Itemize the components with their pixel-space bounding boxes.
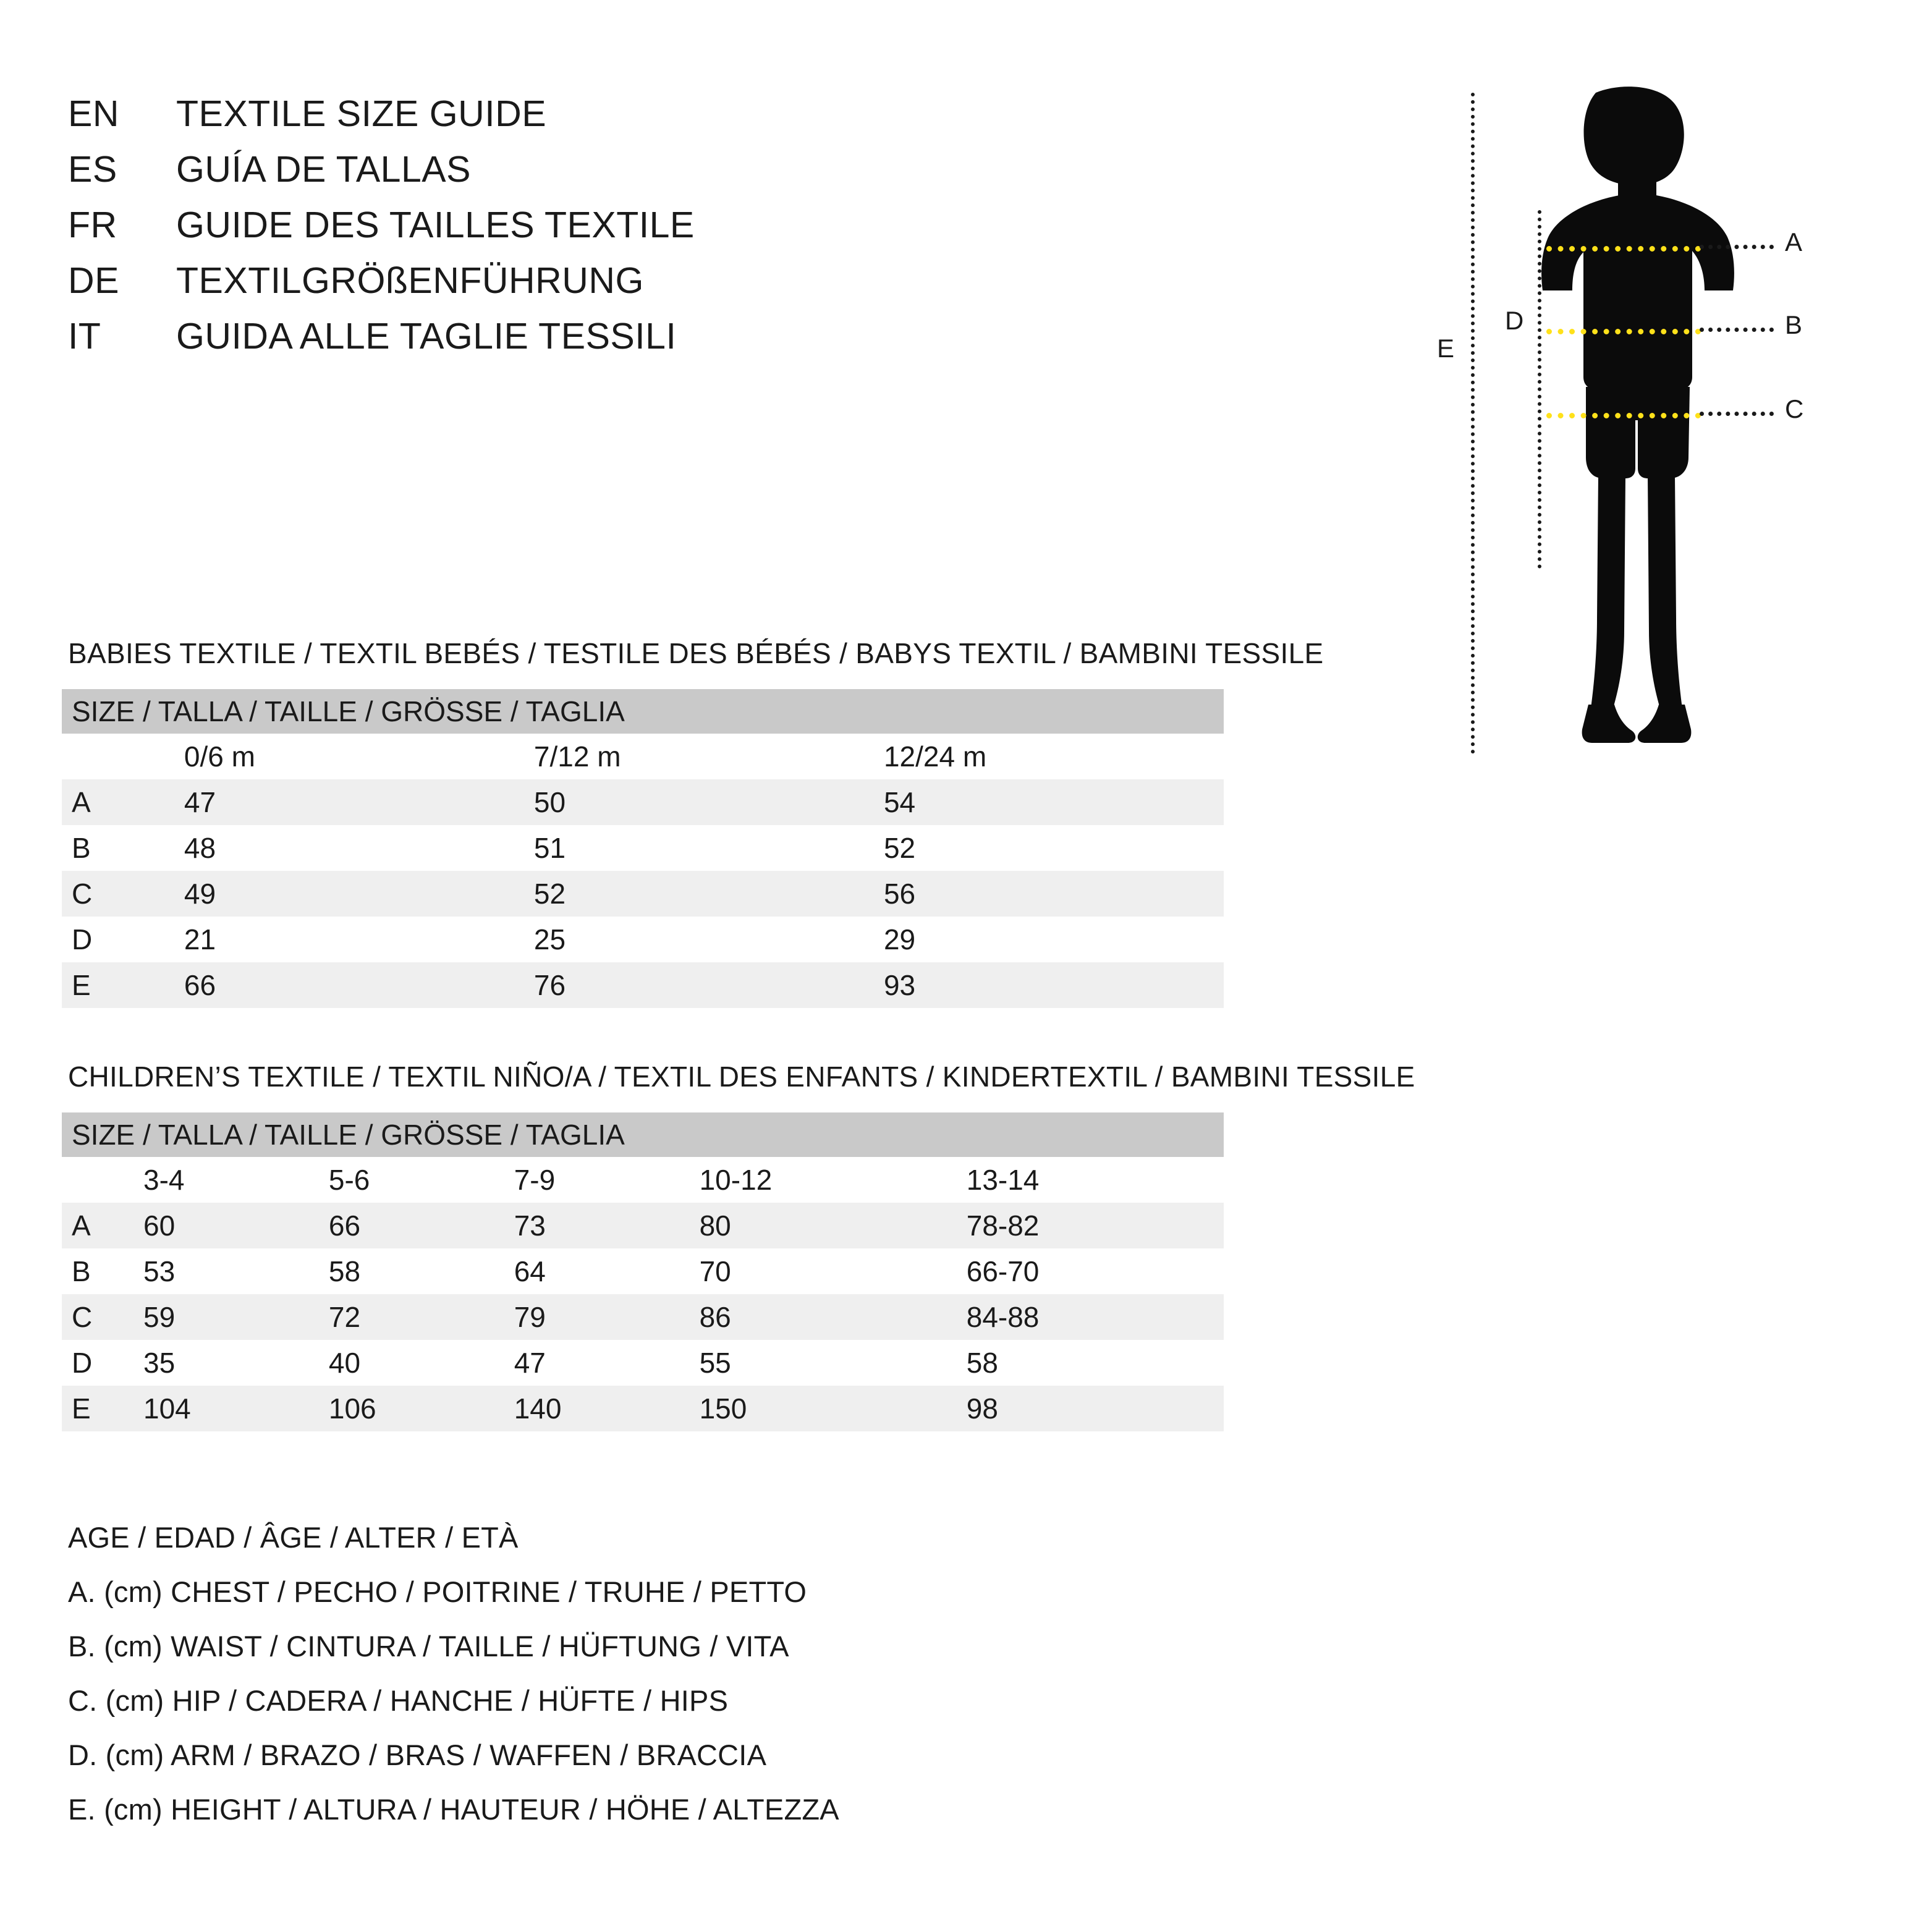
language-row bbox=[68, 315, 1242, 357]
row-label: B bbox=[62, 825, 174, 871]
waist-measure-line bbox=[1546, 329, 1701, 334]
row-label: E bbox=[62, 962, 174, 1008]
legend-item-arm: D. (cm) ARM / BRAZO / BRAS / WAFFEN / BRACCIA bbox=[68, 1739, 767, 1771]
cell: 98 bbox=[957, 1386, 1224, 1431]
language-row bbox=[68, 93, 1242, 135]
table-row bbox=[62, 1386, 1224, 1431]
cell: 40 bbox=[319, 1340, 504, 1386]
cell: 25 bbox=[524, 917, 874, 962]
cell: 104 bbox=[133, 1386, 319, 1431]
table-row bbox=[62, 1294, 1224, 1340]
babies-col-1: 7/12 m bbox=[524, 734, 874, 779]
babies-col-0: 0/6 m bbox=[174, 734, 524, 779]
language-title: TEXTILE SIZE GUIDE bbox=[176, 93, 547, 134]
table-row bbox=[62, 1203, 1224, 1248]
hip-measure-line bbox=[1546, 413, 1701, 418]
cell: 66-70 bbox=[957, 1248, 1224, 1294]
language-title: GUÍA DE TALLAS bbox=[176, 149, 472, 190]
figure-label-b: B bbox=[1785, 310, 1803, 339]
chest-measure-line bbox=[1546, 246, 1701, 252]
cell: 54 bbox=[874, 779, 1224, 825]
legend-item-age: AGE / EDAD / ÂGE / ALTER / ETÀ bbox=[68, 1521, 519, 1554]
cell: 86 bbox=[690, 1294, 957, 1340]
table-column-header-row bbox=[62, 734, 1224, 779]
children-col-1: 5-6 bbox=[319, 1157, 504, 1203]
children-col-0: 3-4 bbox=[133, 1157, 319, 1203]
child-silhouette-icon bbox=[1527, 87, 1749, 754]
hip-leader-line bbox=[1700, 412, 1774, 416]
cell: 35 bbox=[133, 1340, 319, 1386]
table-row bbox=[62, 1248, 1224, 1294]
language-code: ES bbox=[68, 149, 117, 190]
cell: 93 bbox=[874, 962, 1224, 1008]
cell: 60 bbox=[133, 1203, 319, 1248]
row-label: C bbox=[62, 1294, 133, 1340]
figure-label-a: A bbox=[1785, 227, 1803, 256]
babies-col-2: 12/24 m bbox=[874, 734, 1224, 779]
cell: 52 bbox=[874, 825, 1224, 871]
legend-item-waist: B. (cm) WAIST / CINTURA / TAILLE / HÜFTUNG / VITA bbox=[68, 1630, 789, 1663]
cell: 58 bbox=[319, 1248, 504, 1294]
legend-item-hip: C. (cm) HIP / CADERA / HANCHE / HÜFTE / HIPS bbox=[68, 1684, 729, 1717]
children-band-label: SIZE / TALLA / TAILLE / GRÖSSE / TAGLIA bbox=[62, 1112, 1224, 1157]
children-col-4: 13-14 bbox=[957, 1157, 1224, 1203]
cell: 53 bbox=[133, 1248, 319, 1294]
table-row bbox=[62, 779, 1224, 825]
corner-cell bbox=[62, 1157, 133, 1203]
table-row bbox=[62, 917, 1224, 962]
cell: 66 bbox=[174, 962, 524, 1008]
cell: 106 bbox=[319, 1386, 504, 1431]
children-section-caption: CHILDREN’S TEXTILE / TEXTIL NIÑO/A / TEXTIL DES ENFANTS / KINDERTEXTIL / BAMBINI TESSILE bbox=[68, 1061, 1415, 1093]
cell: 50 bbox=[524, 779, 874, 825]
height-guide-line-e bbox=[1471, 93, 1475, 754]
language-title: TEXTILGRÖßENFÜHRUNG bbox=[176, 260, 644, 301]
cell: 47 bbox=[504, 1340, 690, 1386]
cell: 56 bbox=[874, 871, 1224, 917]
language-code: FR bbox=[68, 205, 117, 245]
row-label: A bbox=[62, 1203, 133, 1248]
cell: 140 bbox=[504, 1386, 690, 1431]
babies-section-caption: BABIES TEXTILE / TEXTIL BEBÉS / TESTILE DES BÉBÉS / BABYS TEXTIL / BAMBINI TESSILE bbox=[68, 637, 1324, 669]
corner-cell bbox=[62, 734, 174, 779]
children-col-3: 10-12 bbox=[690, 1157, 957, 1203]
row-label: E bbox=[62, 1386, 133, 1431]
language-row bbox=[68, 204, 1242, 246]
cell: 70 bbox=[690, 1248, 957, 1294]
language-row bbox=[68, 148, 1242, 190]
row-label: A bbox=[62, 779, 174, 825]
babies-band-label: SIZE / TALLA / TAILLE / GRÖSSE / TAGLIA bbox=[62, 689, 1224, 734]
cell: 84-88 bbox=[957, 1294, 1224, 1340]
children-col-2: 7-9 bbox=[504, 1157, 690, 1203]
cell: 47 bbox=[174, 779, 524, 825]
figure-label-d: D bbox=[1505, 306, 1524, 335]
cell: 58 bbox=[957, 1340, 1224, 1386]
cell: 51 bbox=[524, 825, 874, 871]
cell: 150 bbox=[690, 1386, 957, 1431]
cell: 21 bbox=[174, 917, 524, 962]
cell: 48 bbox=[174, 825, 524, 871]
waist-leader-line bbox=[1700, 328, 1774, 332]
table-row bbox=[62, 1340, 1224, 1386]
cell: 76 bbox=[524, 962, 874, 1008]
figure-label-e: E bbox=[1437, 334, 1455, 363]
table-header-band bbox=[62, 689, 1224, 734]
figure-label-c: C bbox=[1785, 394, 1804, 423]
measurement-legend bbox=[68, 1520, 1304, 1847]
language-title: GUIDE DES TAILLES TEXTILE bbox=[176, 205, 695, 245]
chest-leader-line bbox=[1700, 245, 1774, 249]
cell: 73 bbox=[504, 1203, 690, 1248]
legend-item-height: E. (cm) HEIGHT / ALTURA / HAUTEUR / HÖHE / ALTEZZA bbox=[68, 1793, 839, 1826]
table-row bbox=[62, 962, 1224, 1008]
measurement-figure bbox=[1403, 87, 1873, 773]
table-header-band bbox=[62, 1112, 1224, 1157]
babies-size-table bbox=[62, 689, 1224, 1008]
table-row bbox=[62, 825, 1224, 871]
cell: 78-82 bbox=[957, 1203, 1224, 1248]
language-title: GUIDA ALLE TAGLIE TESSILI bbox=[176, 316, 677, 357]
cell: 59 bbox=[133, 1294, 319, 1340]
cell: 29 bbox=[874, 917, 1224, 962]
cell: 52 bbox=[524, 871, 874, 917]
language-code: EN bbox=[68, 93, 119, 134]
language-code: DE bbox=[68, 260, 119, 301]
row-label: D bbox=[62, 1340, 133, 1386]
cell: 55 bbox=[690, 1340, 957, 1386]
cell: 49 bbox=[174, 871, 524, 917]
row-label: C bbox=[62, 871, 174, 917]
language-row bbox=[68, 260, 1242, 302]
cell: 64 bbox=[504, 1248, 690, 1294]
legend-item-chest: A. (cm) CHEST / PECHO / POITRINE / TRUHE / PETTO bbox=[68, 1575, 807, 1608]
cell: 66 bbox=[319, 1203, 504, 1248]
table-row bbox=[62, 871, 1224, 917]
row-label: D bbox=[62, 917, 174, 962]
table-column-header-row bbox=[62, 1157, 1224, 1203]
row-label: B bbox=[62, 1248, 133, 1294]
language-title-list bbox=[68, 93, 1242, 371]
cell: 80 bbox=[690, 1203, 957, 1248]
cell: 72 bbox=[319, 1294, 504, 1340]
children-size-table bbox=[62, 1112, 1224, 1431]
cell: 79 bbox=[504, 1294, 690, 1340]
language-code: IT bbox=[68, 316, 101, 357]
